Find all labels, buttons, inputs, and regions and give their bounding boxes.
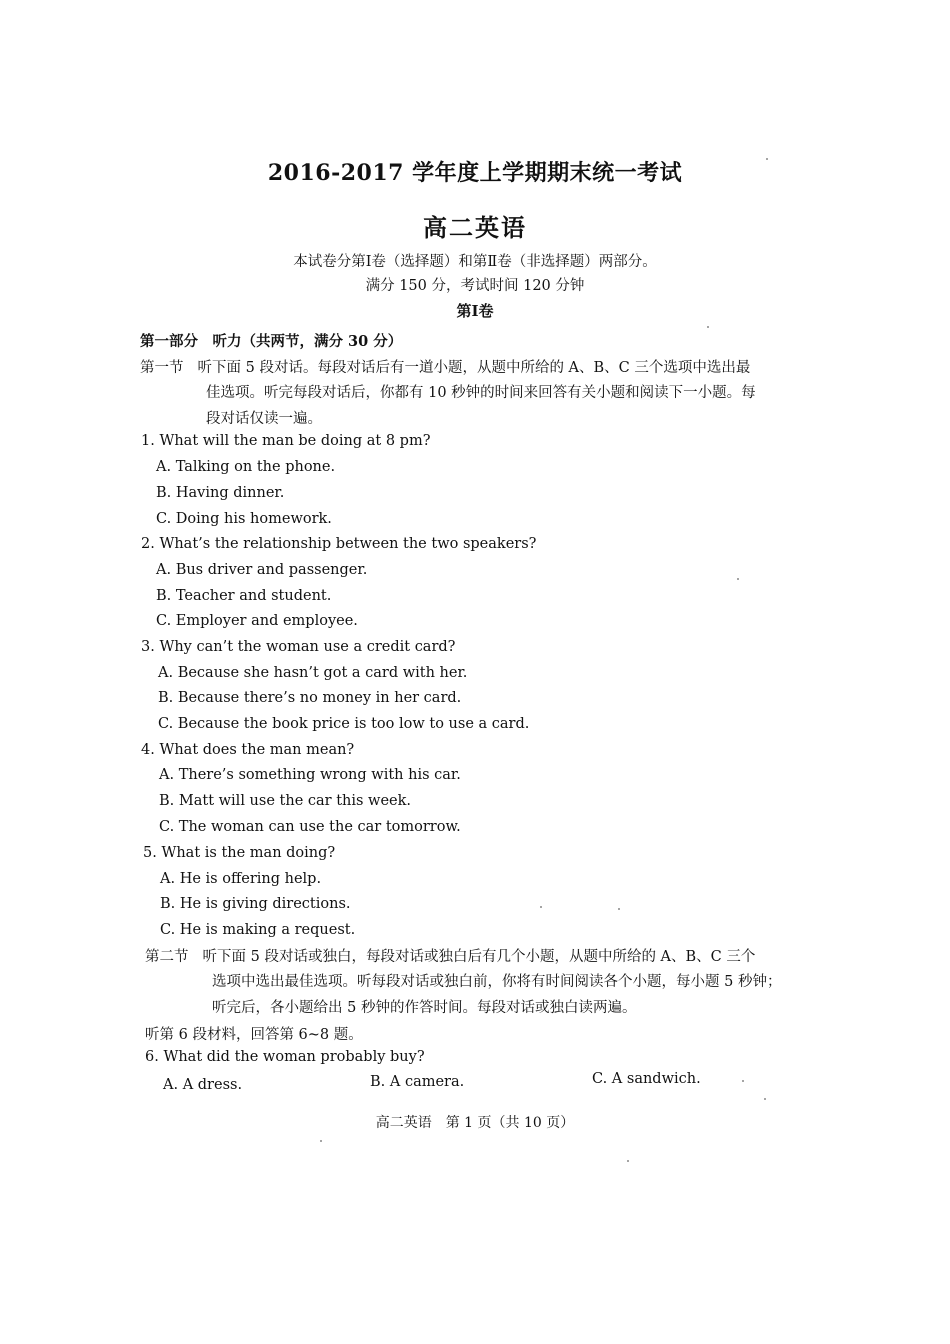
question-3-option-a: A. Because she hasn’t got a card with her. bbox=[158, 665, 468, 681]
scan-speck bbox=[742, 1080, 744, 1082]
page-footer: 高二英语 第 1 页（共 10 页） bbox=[375, 1115, 575, 1131]
section2-line2: 选项中选出最佳选项。听每段对话或独白前，你将有时间阅读各个小题，每小题 5 秒钟； bbox=[212, 974, 782, 990]
question-2-stem: 2. What’s the relationship between the two speakers? bbox=[141, 536, 537, 552]
question-6-stem: 6. What did the woman probably buy? bbox=[145, 1049, 425, 1065]
section1-line3: 段对话仅读一遍。 bbox=[206, 411, 322, 427]
scan-speck bbox=[540, 906, 542, 908]
question-4-option-b: B. Matt will use the car this week. bbox=[159, 793, 412, 809]
scan-speck bbox=[320, 1140, 322, 1142]
scan-speck bbox=[764, 1098, 766, 1100]
question-3-option-c: C. Because the book price is too low to use a card. bbox=[158, 716, 530, 732]
question-5-option-a: A. He is offering help. bbox=[160, 871, 322, 887]
scan-speck bbox=[707, 326, 709, 328]
section1-instructions bbox=[140, 356, 750, 377]
question-6-option-c: C. A sandwich. bbox=[592, 1071, 701, 1087]
part1-heading: 第一部分 听力（共两节，满分 30 分） bbox=[140, 333, 403, 350]
question-4-option-c: C. The woman can use the car tomorrow. bbox=[159, 819, 461, 835]
section1-line2: 佳选项。听完每段对话后，你都有 10 秒钟的时间来回答有关小题和阅读下一小题。每 bbox=[206, 385, 756, 401]
question-6-option-a: A. A dress. bbox=[163, 1077, 243, 1093]
exam-subject: 高二英语 bbox=[423, 213, 527, 242]
question-5-option-c: C. He is making a request. bbox=[160, 922, 356, 938]
question-5-stem: 5. What is the man doing? bbox=[143, 845, 336, 861]
section2-line3: 听完后，各小题给出 5 秒钟的作答时间。每段对话或独白读两遍。 bbox=[212, 1000, 637, 1016]
question-1-option-c: C. Doing his homework. bbox=[156, 511, 332, 527]
section2-instructions bbox=[145, 945, 755, 966]
section1-line1: 听下面 5 段对话。每段对话后有一道小题，从题中所给的 A、B、C 三个选项中选出最 bbox=[197, 360, 751, 376]
question-1-option-a: A. Talking on the phone. bbox=[156, 459, 336, 475]
question-6-option-b: B. A camera. bbox=[370, 1074, 465, 1090]
scan-speck bbox=[627, 1160, 629, 1162]
question-2-option-b: B. Teacher and student. bbox=[156, 588, 332, 604]
volume-heading: 第Ⅰ卷 bbox=[456, 302, 494, 320]
question-3-option-b: B. Because there’s no money in her card. bbox=[158, 690, 462, 706]
exam-title: 2016-2017 学年度上学期期末统一考试 bbox=[267, 160, 683, 186]
question-1-option-b: B. Having dinner. bbox=[156, 485, 285, 501]
scan-speck bbox=[737, 578, 739, 580]
section1-label: 第一节 bbox=[140, 360, 184, 376]
question-4-option-a: A. There’s something wrong with his car. bbox=[159, 767, 461, 783]
section2-label: 第二节 bbox=[145, 949, 189, 965]
exam-intro-line1: 本试卷分第Ⅰ卷（选择题）和第Ⅱ卷（非选择题）两部分。 bbox=[293, 254, 657, 270]
exam-intro-line2: 满分 150 分，考试时间 120 分钟 bbox=[365, 278, 585, 294]
question-1-stem: 1. What will the man be doing at 8 pm? bbox=[141, 433, 431, 449]
question-3-stem: 3. Why can’t the woman use a credit card? bbox=[141, 639, 456, 655]
section2-line1: 听下面 5 段对话或独白，每段对话或独白后有几个小题，从题中所给的 A、B、C 三个 bbox=[202, 949, 756, 965]
question-5-option-b: B. He is giving directions. bbox=[160, 896, 351, 912]
material-6-instruction: 听第 6 段材料，回答第 6~8 题。 bbox=[145, 1027, 363, 1043]
question-4-stem: 4. What does the man mean? bbox=[141, 742, 355, 758]
scan-speck bbox=[766, 158, 768, 160]
question-2-option-a: A. Bus driver and passenger. bbox=[156, 562, 368, 578]
question-2-option-c: C. Employer and employee. bbox=[156, 613, 358, 629]
scan-speck bbox=[618, 908, 620, 910]
